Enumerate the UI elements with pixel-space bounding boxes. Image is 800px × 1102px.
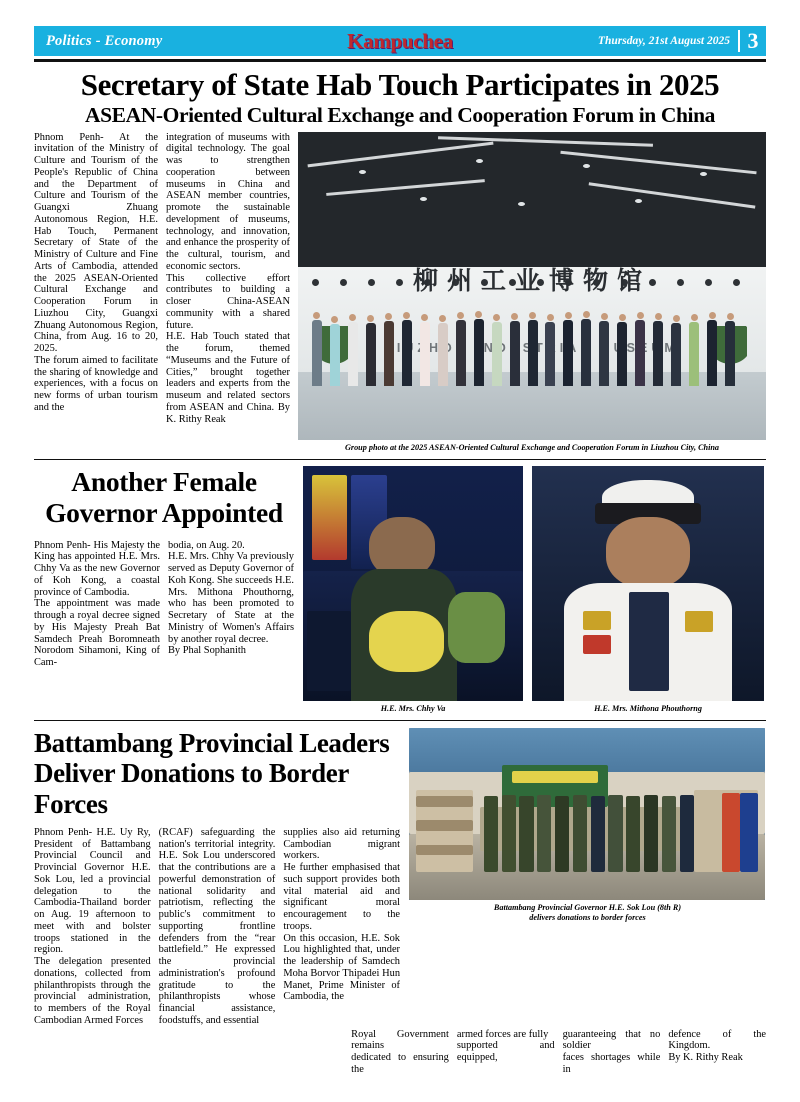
article2-headline-line2: Governor Appointed (45, 496, 283, 528)
article1-photo (298, 132, 766, 440)
article3-headline (34, 728, 400, 820)
article3-last-column-7 (668, 1029, 766, 1076)
article1-separator (34, 459, 766, 460)
article1-column-1 (34, 132, 158, 453)
article1-photo-block (298, 132, 766, 453)
article2-headline (34, 466, 294, 528)
museum-sign-chinese: 柳州工业博物馆 (412, 265, 651, 295)
article3-left (34, 728, 400, 1027)
article1-col1-para2: The forum aimed to facilitate the sharing of knowledge and experiences, with a focus on new forms of urban tourism and the (34, 354, 158, 413)
issue-date: Thursday, 21st August 2025 (597, 35, 730, 47)
article1-col1-para1: Phnom Penh- At the invitation of the Ministry of Culture and Tourism of the People's Republic of China and the Department of Culture and Tourism of the Guangxi Zhuang Autonomous Region, H.E. Hab Touch, Permanent Secretary of State of the Ministry of Culture and Fine Arts of Cambodia, attended the 2025 ASEAN-Oriented Cultural Exchange and Cooperation Forum in Liuzhou City, Guangxi Zhuang Autonomous Region, China, from Aug. 16 to 20, 2025. (34, 131, 158, 355)
article2-col2-para3: By Phal Sophanith (168, 645, 246, 657)
article3-last-column-4 (351, 1029, 449, 1076)
article3-headline-line1: Battambang Provincial Leaders (34, 727, 390, 758)
article2-col2-para1: bodia, on Aug. 20. (168, 539, 245, 551)
article2-col1-para2: The appointment was made through a royal decree signed by His Majesty Preah Bat Samdech Preah Boromneath Norodom Sihamoni, King of Cam- (34, 598, 160, 669)
masthead-bar (34, 26, 766, 56)
article3 (34, 728, 766, 1027)
article2-photo-chhy-va (303, 466, 523, 701)
newspaper-page (0, 26, 800, 1102)
article1-headline-line1: Secretary of State Hab Touch Participates in 2025 (80, 67, 720, 102)
article2-col1-para1: Phnom Penh- His Majesty the King has appointed H.E. Mrs. Chhy Va as the new Governor of Koh Kong, a coastal province of Cambodia. (34, 539, 160, 598)
article3-col3-para3: On this occasion, H.E. Sok Lou highlighted that, under the leadership of Samdech Moha Borvor Thipadei Hun Manet, Prime Minister of Cambodia, the (283, 932, 401, 1003)
article1-headline (34, 69, 766, 127)
last-col6-line1: guaranteeing that no soldier (562, 1028, 661, 1052)
article1-column-2 (166, 132, 290, 453)
article3-photo-caption-line1: Battambang Provincial Governor H.E. Sok Lou (8th R) (493, 902, 682, 912)
last-col7-line2: By K. Rithy Reak (668, 1052, 743, 1064)
article3-col3-para1: supplies also aid returning Cambodian migrant workers. (283, 826, 401, 862)
article1-col2-para3: H.E. Hab Touch stated that the forum, themed “Museums and the Future of Cities,” brought together leaders and experts from the museum and related sectors from ASEAN and China. By K. Rithy Reak (166, 331, 290, 425)
article2-photo1-caption: H.E. Mrs. Chhy Va (380, 703, 446, 713)
article3-last-column-6 (563, 1029, 661, 1076)
article3-column-3 (283, 827, 400, 1027)
article2 (34, 466, 766, 714)
article3-photo (409, 728, 765, 900)
article3-photo-block (409, 728, 766, 1027)
article3-col2-para1: (RCAF) safeguarding the nation's territorial integrity. H.E. Sok Lou underscored that the contributions are a powerful demonstration of national solidarity and patriotism, reflecting the public's commitment to supporting frontline defenders from the “rear battlefield.” He expressed the provincial administration's profound gratitude to the philanthropists whose financial assistance, foodstuffs, and essential (158, 826, 276, 1026)
article2-column-1 (34, 540, 160, 669)
article3-column-1 (34, 827, 151, 1027)
article1-photo-caption: Group photo at the 2025 ASEAN-Oriented Cultural Exchange and Cooperation Forum in Liuzhou City, China (344, 442, 720, 452)
article2-column-2 (168, 540, 294, 669)
article2-col2-para2: H.E. Mrs. Chhy Va previously served as Deputy Governor of Koh Kong. She succeeds H.E. Mrs. Mithona Phouthorng, who has been promoted to Secretary of State at the Ministry of Women's Affairs by another royal decree. (168, 551, 294, 645)
article2-photo2-caption: H.E. Mrs. Mithona Phouthorng (594, 703, 702, 713)
article3-column-2 (159, 827, 276, 1027)
article3-photo-caption (409, 903, 766, 923)
article1-col2-para1: integration of museums with digital technology. The goal was to strengthen cooperation between museums in China and ASEAN member countries, promote the sustainable development of museums, technology, and innovation, and enhance the prosperity of the cultural, tourism, and economic sectors. (166, 131, 290, 272)
article1-body (34, 132, 766, 453)
article2-left (34, 466, 294, 714)
article2-headline-line1: Another Female (71, 465, 257, 497)
masthead-rule (34, 59, 766, 62)
article3-col1-para2: The delegation presented donations, collected from philanthropists through the provincial administration, to members of the Royal Cambodian Armed Forces (34, 956, 151, 1026)
article3-col3-para2: He further emphasised that such support provides both vital material aid and significant moral encouragement to the troops. (283, 862, 401, 932)
group-photo-people (307, 298, 756, 378)
last-col5-line2: supported and equipped, (456, 1040, 555, 1064)
last-col4-line2: dedicated to ensuring the (351, 1052, 449, 1075)
last-col7-line1: defence of the Kingdom. (668, 1028, 767, 1052)
article3-photo-caption-line2: delivers donations to border forces (529, 912, 646, 922)
article2-body (34, 540, 294, 669)
article3-last-column-5 (457, 1029, 555, 1076)
article3-col1-para1: Phnom Penh- H.E. Uy Ry, President of Battambang Provincial Council and Provincial Governor H.E. Sok Lou, led a provincial delegation to the Cambodia-Thailand border on Aug. 19 afternoon to meet with and bolster troops stationed in the region. (34, 826, 151, 956)
last-col4-line1: Royal Government remains (351, 1028, 449, 1052)
museum-ceiling (298, 132, 766, 268)
page-number: 3 (747, 28, 759, 53)
article2-photo-mithona (532, 466, 764, 701)
last-col5-line1: armed forces are fully (456, 1028, 549, 1040)
article1-col2-para2: This collective effort contributes to building a closer China-ASEAN community with a shared future. (166, 272, 290, 331)
article3-body (34, 827, 400, 1027)
article2-photo2-block (532, 466, 764, 714)
newspaper-title: Kampuchea (347, 28, 453, 53)
last-col6-line2: faces shortages while in (562, 1052, 661, 1075)
article3-last-row (34, 1029, 766, 1076)
article1-headline-line2: ASEAN-Oriented Cultural Exchange and Cooperation Forum in China (84, 103, 715, 128)
section-label: Politics - Economy (46, 32, 163, 49)
article2-separator (34, 720, 766, 721)
article3-headline-line2: Deliver Donations to Border Forces (34, 758, 349, 820)
article2-photo1-block (303, 466, 523, 714)
